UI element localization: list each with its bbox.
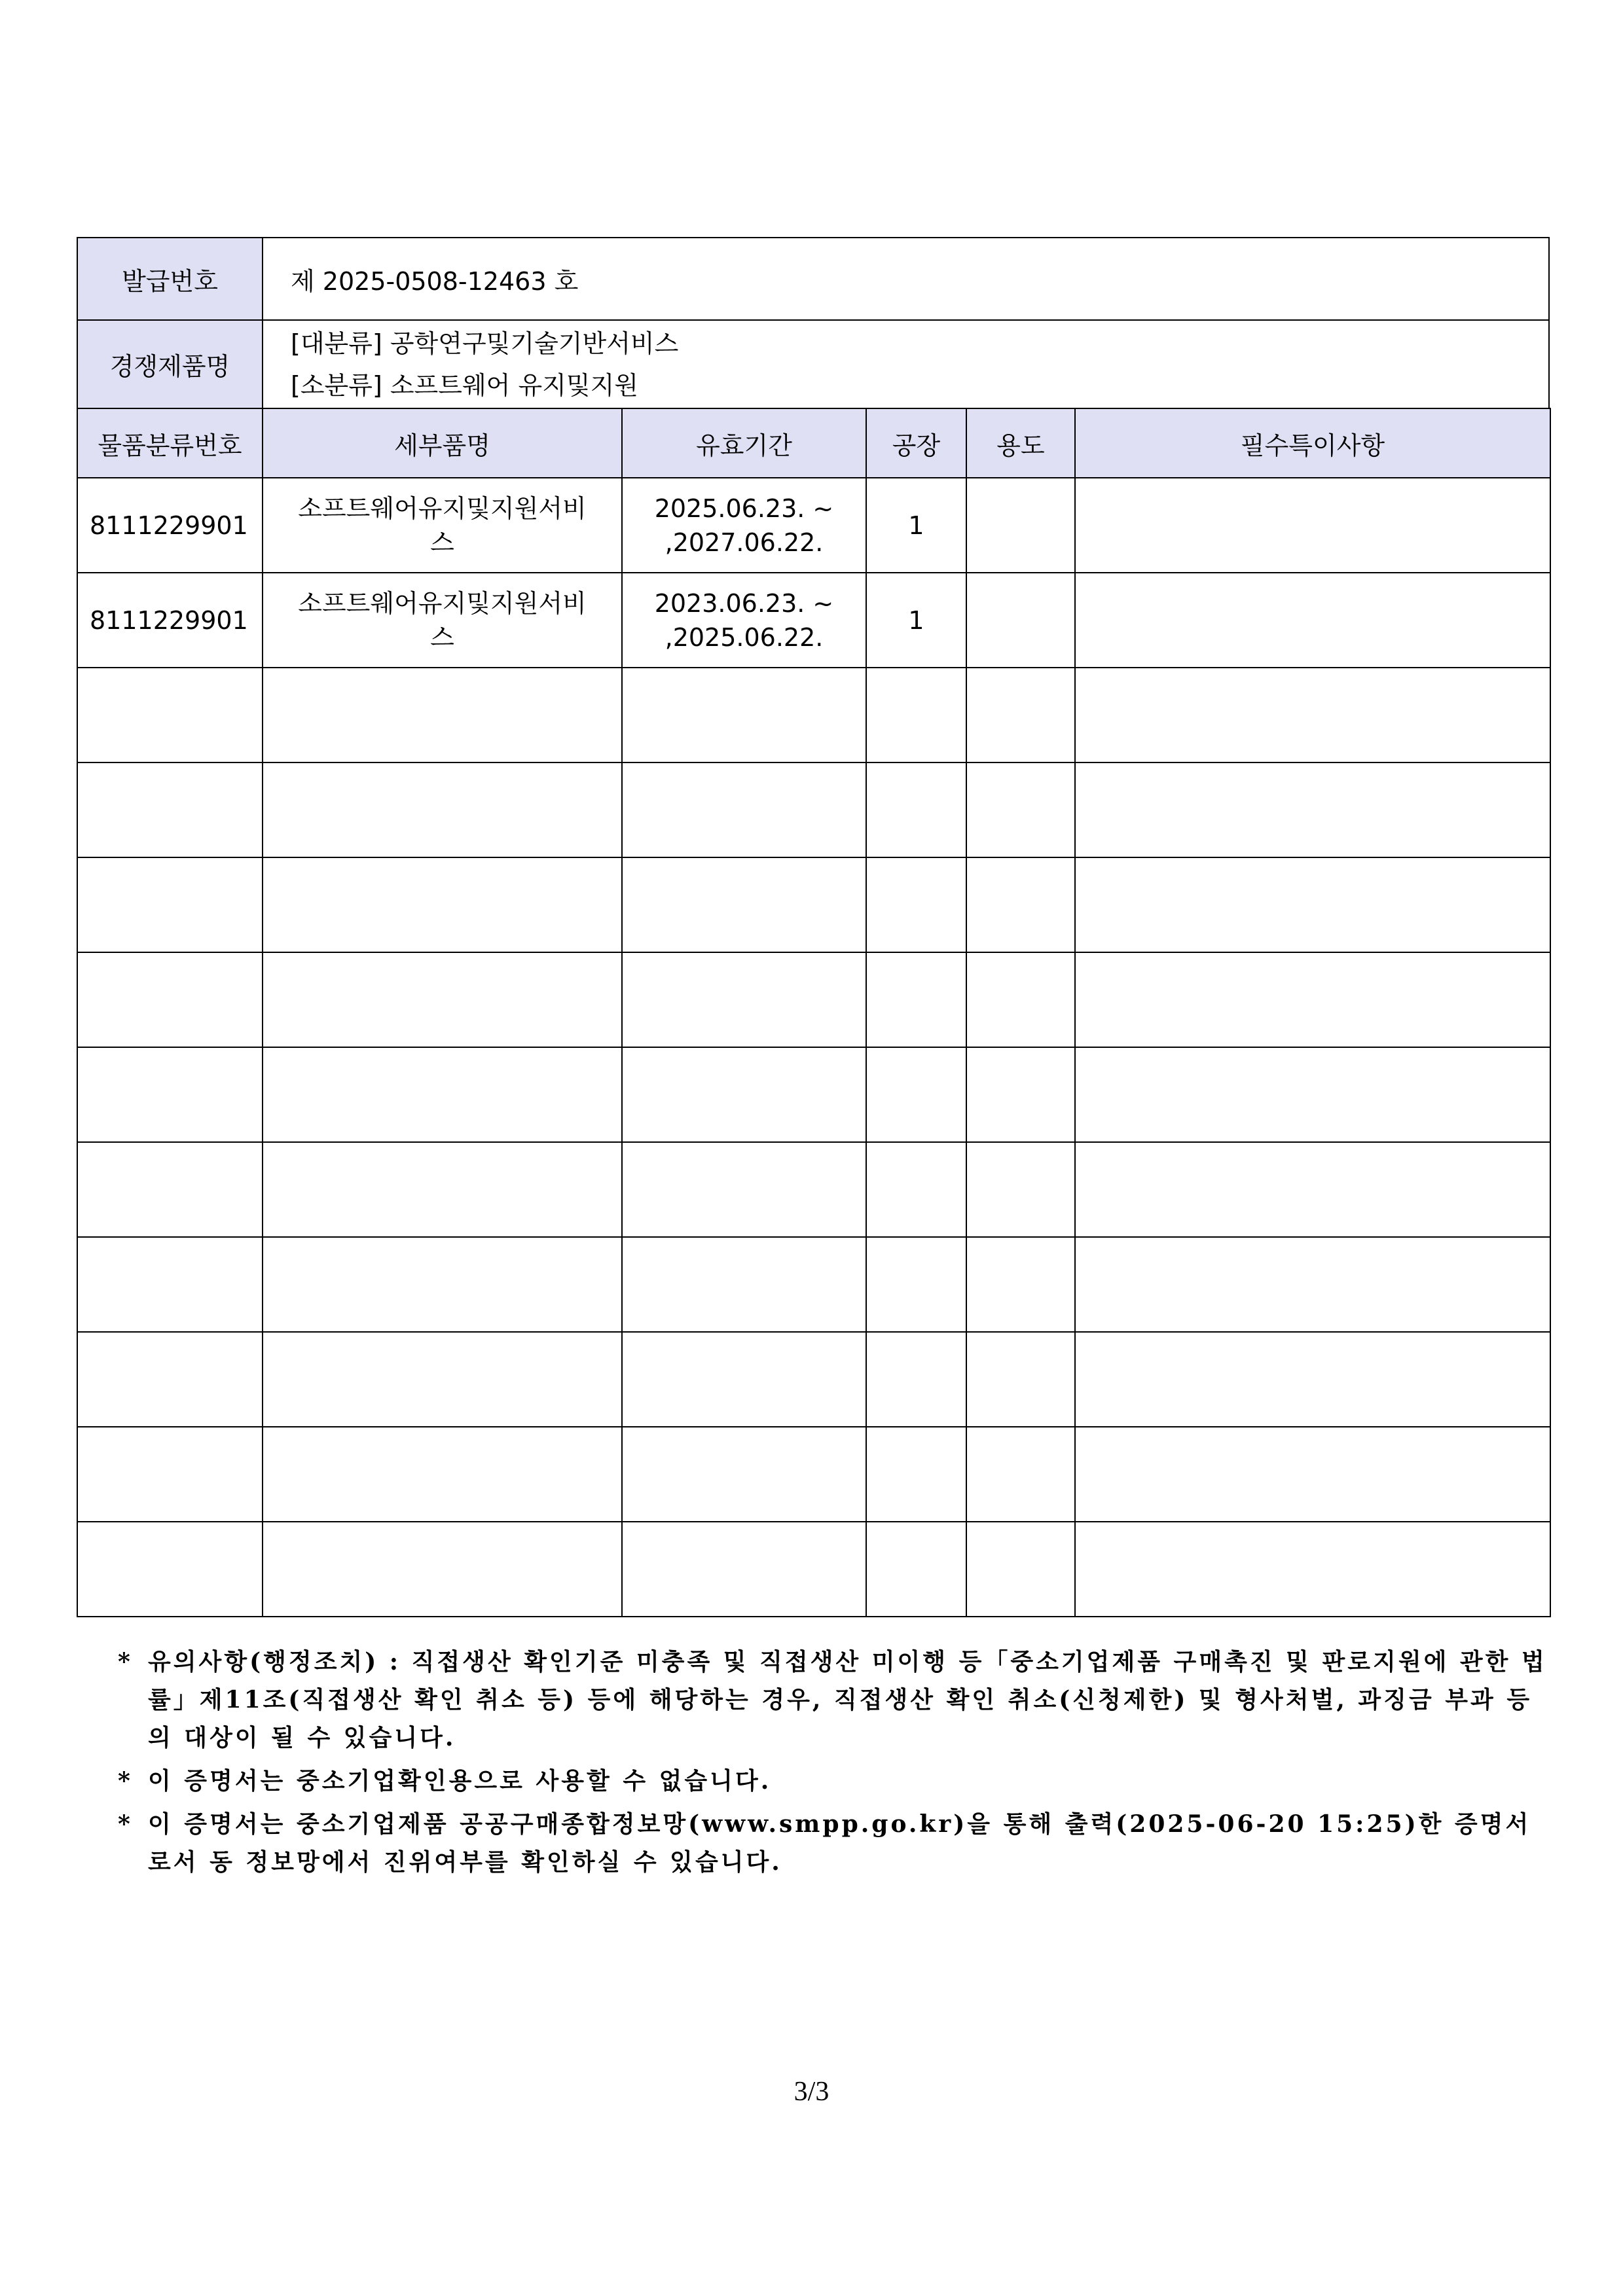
product-code <box>77 1332 263 1427</box>
minor-category: [소분류] 소프트웨어 유지및지원 <box>291 370 639 400</box>
factory-count <box>866 668 966 762</box>
usage-cell <box>966 478 1075 573</box>
product-code <box>77 668 263 762</box>
table-header-row <box>77 408 1550 478</box>
validity-period <box>622 952 866 1047</box>
special-notes-cell <box>1075 1047 1550 1142</box>
usage-cell <box>966 1522 1075 1617</box>
note-bullet: * <box>118 1810 133 1838</box>
validity-period <box>622 573 866 668</box>
column-header-notes: 필수특이사항 <box>1075 408 1550 478</box>
special-notes-cell <box>1075 1427 1550 1522</box>
product-code <box>77 762 263 857</box>
usage-cell <box>966 1427 1075 1522</box>
product-code <box>77 952 263 1047</box>
page-number: 3/3 <box>793 2077 830 2107</box>
validity-period <box>622 1427 866 1522</box>
product-name-label: 경쟁제품명 <box>77 320 263 408</box>
special-notes-cell <box>1075 762 1550 857</box>
validity-period <box>622 1142 866 1237</box>
product-code: 8111229901 <box>77 573 263 668</box>
product-name-row <box>77 320 1549 408</box>
factory-count <box>866 1142 966 1237</box>
table-row-empty <box>77 1522 1550 1617</box>
usage-cell <box>966 1332 1075 1427</box>
usage-cell <box>966 857 1075 952</box>
certificate-header-table <box>77 237 1550 409</box>
product-detail-name-line: 스 <box>430 528 454 557</box>
product-code <box>77 1427 263 1522</box>
special-notes-cell <box>1075 1522 1550 1617</box>
special-notes-cell <box>1075 1142 1550 1237</box>
product-code <box>77 1142 263 1237</box>
validity-period <box>622 1047 866 1142</box>
validity-period <box>622 1332 866 1427</box>
column-header-code: 물품분류번호 <box>77 408 263 478</box>
special-notes-cell <box>1075 1332 1550 1427</box>
factory-count: 1 <box>866 573 966 668</box>
validity-period <box>622 1522 866 1617</box>
special-notes-cell <box>1075 668 1550 762</box>
product-code: 8111229901 <box>77 478 263 573</box>
validity-period <box>622 1237 866 1332</box>
product-name-value <box>263 320 1549 408</box>
product-code <box>77 1047 263 1142</box>
product-detail-name <box>263 1142 622 1237</box>
special-notes-cell <box>1075 1237 1550 1332</box>
notes-section <box>118 1643 1552 1886</box>
factory-count <box>866 1237 966 1332</box>
usage-cell <box>966 762 1075 857</box>
product-detail-name <box>263 573 622 668</box>
note-text: 이 증명서는 중소기업제품 공공구매종합정보망(www.smpp.go.kr)을 통해 출력(2025-06-20 15:25)한 증명서로서 동 정보망에서 진위여부를 확인하실 수 있습니다. <box>148 1810 1531 1876</box>
issue-number-value: 제 2025-0508-12463 호 <box>263 238 1549 320</box>
factory-count <box>866 1522 966 1617</box>
validity-end: ,2027.06.22. <box>665 528 824 557</box>
product-detail-name-line: 소프트웨어유지및지원서비 <box>298 588 587 618</box>
special-notes-cell <box>1075 857 1550 952</box>
usage-cell <box>966 668 1075 762</box>
validity-end: ,2025.06.22. <box>665 622 824 652</box>
issue-number-label: 발급번호 <box>77 238 263 320</box>
validity-period <box>622 857 866 952</box>
factory-count <box>866 1427 966 1522</box>
note-text: 유의사항(행정조치) : 직접생산 확인기준 미충족 및 직접생산 미이행 등「중소기업제품 구매촉진 및 판로지원에 관한 법률」제11조(직접생산 확인 취소 등) 등에 해당하는 경우, 직접생산 확인 취소(신청제한) 및 형사처벌, 과징금 부과 등의 대상이 될 수 있습니다. <box>148 1648 1547 1751</box>
table-row <box>77 478 1550 573</box>
factory-count <box>866 857 966 952</box>
factory-count <box>866 1047 966 1142</box>
note-administrative-action <box>118 1643 1552 1757</box>
column-header-factory: 공장 <box>866 408 966 478</box>
special-notes-cell <box>1075 478 1550 573</box>
note-usage-restriction <box>118 1762 1552 1800</box>
product-detail-name <box>263 1237 622 1332</box>
major-category: [대분류] 공학연구및기술기반서비스 <box>291 329 679 358</box>
special-notes-cell <box>1075 573 1550 668</box>
product-detail-name <box>263 668 622 762</box>
usage-cell <box>966 952 1075 1047</box>
usage-cell <box>966 1047 1075 1142</box>
product-detail-name <box>263 857 622 952</box>
product-detail-name <box>263 1332 622 1427</box>
factory-count <box>866 762 966 857</box>
issue-number-row <box>77 238 1549 320</box>
usage-cell <box>966 1237 1075 1332</box>
table-row-empty <box>77 1427 1550 1522</box>
product-detail-name-line: 스 <box>430 622 454 652</box>
product-detail-name <box>263 1427 622 1522</box>
usage-cell <box>966 573 1075 668</box>
product-detail-name <box>263 952 622 1047</box>
column-header-validity: 유효기간 <box>622 408 866 478</box>
table-row-empty <box>77 1237 1550 1332</box>
validity-start: 2023.06.23. ~ <box>654 588 834 618</box>
table-row <box>77 573 1550 668</box>
column-header-usage: 용도 <box>966 408 1075 478</box>
note-bullet: * <box>118 1648 133 1676</box>
special-notes-cell <box>1075 952 1550 1047</box>
product-code <box>77 857 263 952</box>
validity-period <box>622 478 866 573</box>
table-row-empty <box>77 952 1550 1047</box>
table-row-empty <box>77 762 1550 857</box>
table-row-empty <box>77 668 1550 762</box>
note-bullet: * <box>118 1767 133 1795</box>
factory-count <box>866 1332 966 1427</box>
note-text: 이 증명서는 중소기업확인용으로 사용할 수 없습니다. <box>148 1767 772 1795</box>
table-row-empty <box>77 1332 1550 1427</box>
product-code <box>77 1237 263 1332</box>
table-row-empty <box>77 1047 1550 1142</box>
table-row-empty <box>77 857 1550 952</box>
product-detail-name <box>263 762 622 857</box>
validity-period <box>622 762 866 857</box>
factory-count <box>866 952 966 1047</box>
product-detail-name <box>263 1047 622 1142</box>
product-detail-name-line: 소프트웨어유지및지원서비 <box>298 493 587 523</box>
table-row-empty <box>77 1142 1550 1237</box>
column-header-detail-name: 세부품명 <box>263 408 622 478</box>
product-detail-name <box>263 478 622 573</box>
factory-count: 1 <box>866 478 966 573</box>
validity-period <box>622 668 866 762</box>
product-list-table <box>77 408 1551 1617</box>
product-detail-name <box>263 1522 622 1617</box>
validity-start: 2025.06.23. ~ <box>654 493 834 523</box>
usage-cell <box>966 1142 1075 1237</box>
note-verification <box>118 1805 1552 1881</box>
product-code <box>77 1522 263 1617</box>
